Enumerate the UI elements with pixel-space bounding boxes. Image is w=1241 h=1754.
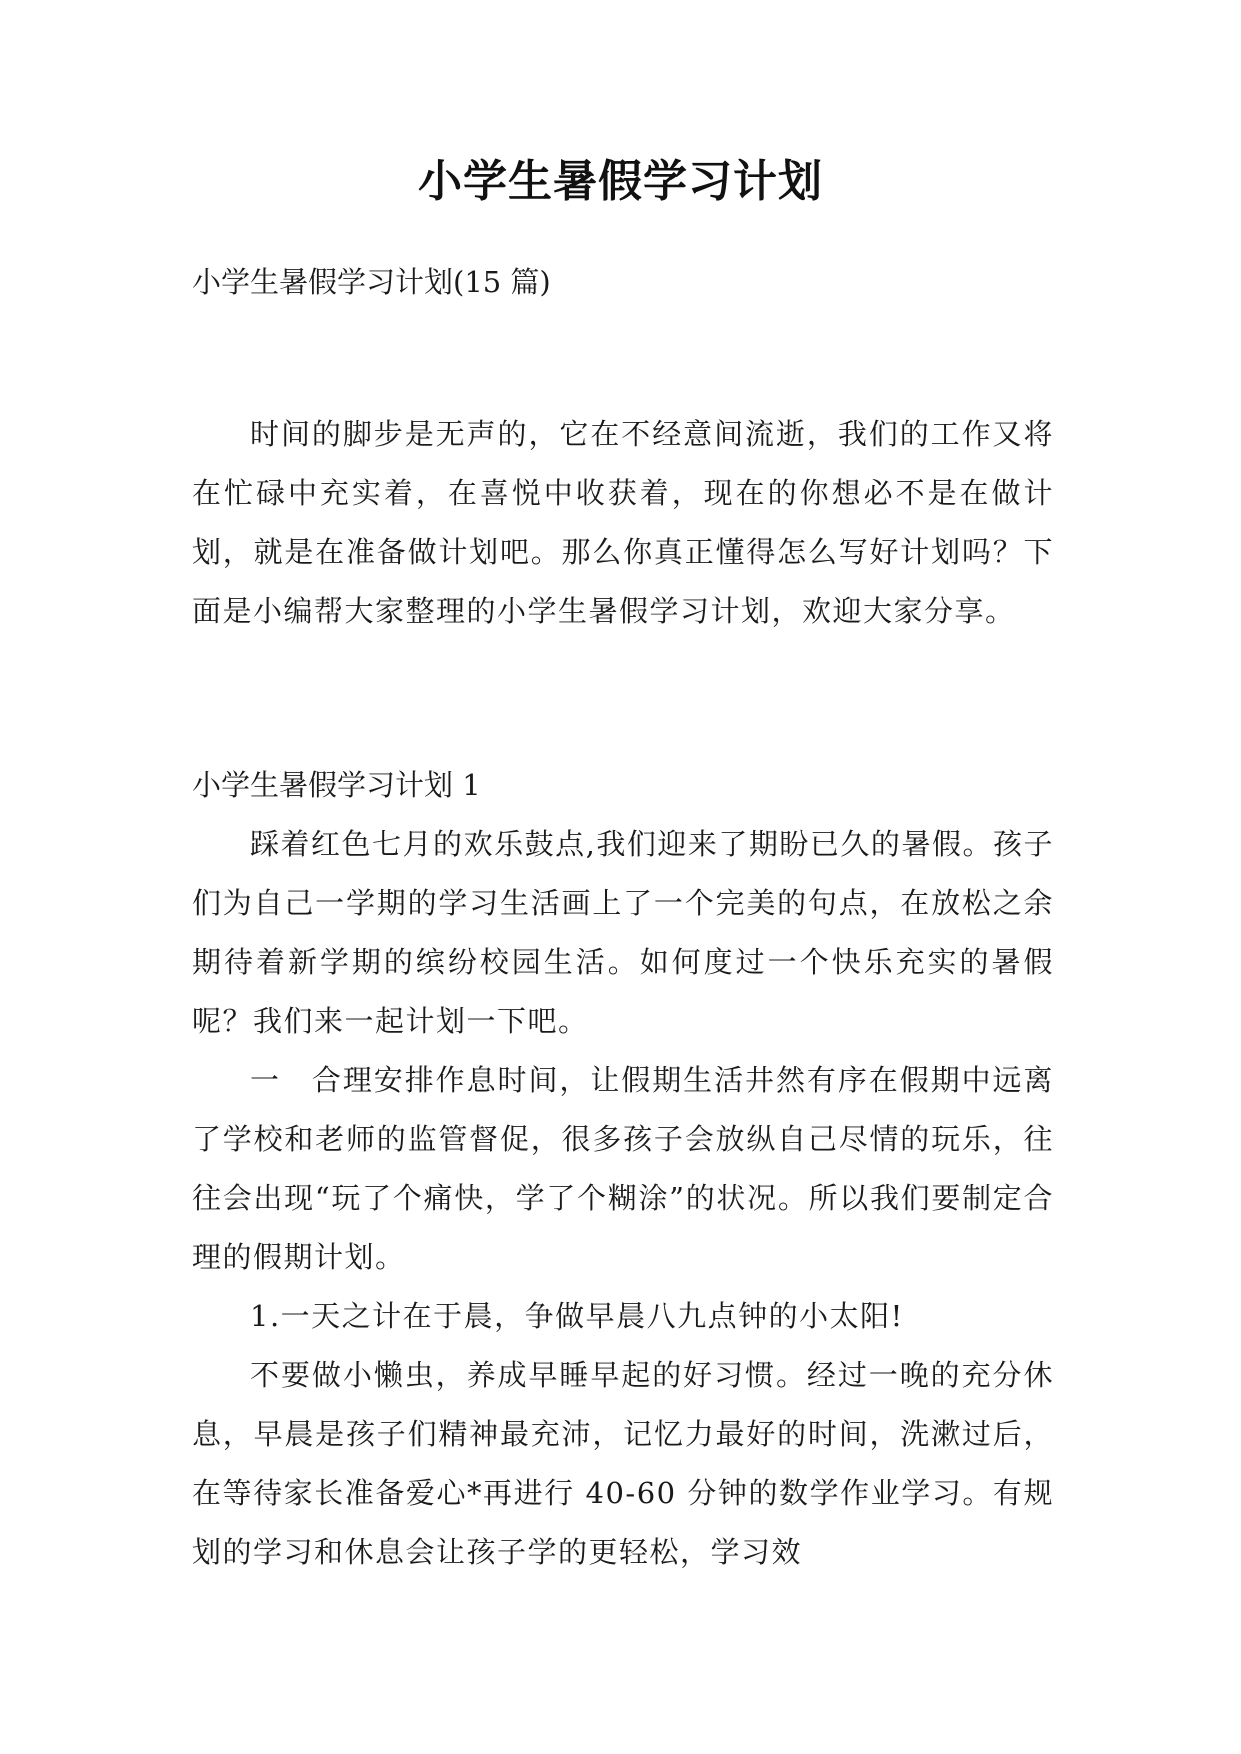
intro-section (192, 405, 1054, 641)
document-title: 小学生暑假学习计划 (418, 156, 823, 207)
body-paragraph: 踩着红色七月的欢乐鼓点,我们迎来了期盼已久的暑假。孩子们为自己一学期的学习生活画上了一个完美的句点，在放松之余期待着新学期的缤纷校园生活。如何度过一个快乐充实的暑假呢？我们来一起计划一下吧。 (192, 827, 1054, 1038)
body-paragraph: 1.一天之计在于晨，争做早晨八九点钟的小太阳! (250, 1299, 904, 1333)
body-paragraph: 一 合理安排作息时间，让假期生活井然有序在假期中远离了学校和老师的监管督促，很多孩子会放纵自己尽情的玩乐，往往会出现“玩了个痛快，学了个糊涂”的状况。所以我们要制定合理的假期计划。 (192, 1063, 1054, 1274)
body-paragraph: 不要做小懒虫，养成早睡早起的好习惯。经过一晚的充分休息，早晨是孩子们精神最充沛，记忆力最好的时间，洗漱过后，在等待家长准备爱心*再进行 40-60 分钟的数学作业学习。有规划的学习和休息会让孩子学的更轻松，学习效 (192, 1358, 1054, 1569)
document-subtitle: 小学生暑假学习计划(15 篇) (192, 265, 551, 299)
section-heading: 小学生暑假学习计划 1 (192, 768, 481, 802)
intro-paragraph: 时间的脚步是无声的，它在不经意间流逝，我们的工作又将在忙碌中充实着，在喜悦中收获着，现在的你想必不是在做计划，就是在准备做计划吧。那么你真正懂得怎么写好计划吗？下面是小编帮大家整理的小学生暑假学习计划，欢迎大家分享。 (192, 417, 1054, 628)
section-body (192, 815, 1054, 1582)
